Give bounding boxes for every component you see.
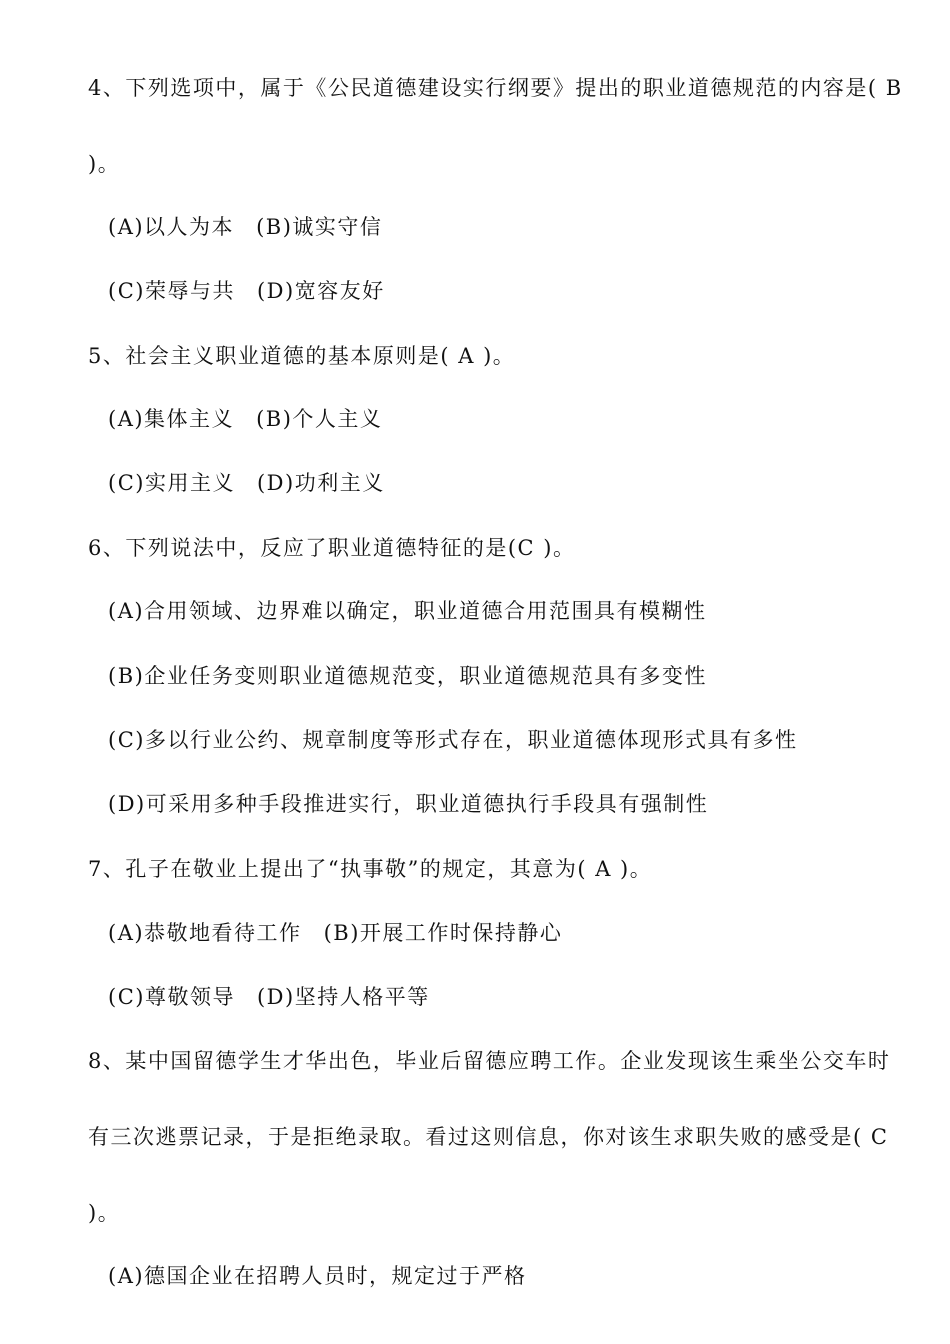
option-a: (A)以人为本 (108, 215, 235, 239)
option-d: (D)宽容友好 (256, 279, 385, 303)
question-5-options-row-1 (108, 405, 382, 433)
option-c: (C)荣辱与共 (108, 279, 235, 303)
question-4-stem-line-2: )。 (88, 152, 121, 176)
question-5-options-row-2 (108, 469, 385, 497)
question-6-stem: 6、下列说法中，反应了职业道德特征的是(C )。 (88, 536, 576, 560)
question-6-option-b: (B)企业任务变则职业道德规范变，职业道德规范具有多变性 (108, 664, 707, 688)
question-6-option-d: (D)可采用多种手段推进实行，职业道德执行手段具有强制性 (108, 792, 709, 816)
option-b: (B)个人主义 (256, 407, 383, 431)
question-5-stem: 5、社会主义职业道德的基本原则是( A )。 (88, 344, 516, 368)
question-6-option-a: (A)合用领域、边界难以确定，职业道德合用范围具有模糊性 (108, 599, 707, 623)
question-4-options-row-2 (108, 277, 385, 305)
option-c: (C)实用主义 (108, 471, 235, 495)
question-8-stem-line-1: 8、某中国留德学生才华出色，毕业后留德应聘工作。企业发现该生乘坐公交车时 (88, 1049, 891, 1073)
option-d: (D)坚持人格平等 (256, 985, 430, 1009)
question-7-options-row-2 (108, 983, 430, 1011)
option-a: (A)恭敬地看待工作 (108, 921, 302, 945)
option-b: (B)诚实守信 (256, 215, 383, 239)
option-d: (D)功利主义 (256, 471, 385, 495)
question-4-options-row-1 (108, 213, 382, 241)
question-4-stem-line-1: 4、下列选项中，属于《公民道德建设实行纲要》提出的职业道德规范的内容是( B (88, 76, 903, 100)
option-b: (B)开展工作时保持静心 (323, 921, 563, 945)
question-7-stem: 7、孔子在敬业上提出了“执事敬”的规定，其意为( A )。 (88, 857, 653, 881)
question-8-option-a: (A)德国企业在招聘人员时，规定过于严格 (108, 1264, 527, 1288)
question-8-stem-line-3: )。 (88, 1201, 121, 1225)
question-8-stem-line-2: 有三次逃票记录，于是拒绝录取。看过这则信息，你对该生求职失败的感受是( C (88, 1125, 889, 1149)
option-a: (A)集体主义 (108, 407, 235, 431)
question-7-options-row-1 (108, 919, 562, 947)
option-c: (C)尊敬领导 (108, 985, 235, 1009)
question-6-option-c: (C)多以行业公约、规章制度等形式存在，职业道德体现形式具有多性 (108, 728, 798, 752)
